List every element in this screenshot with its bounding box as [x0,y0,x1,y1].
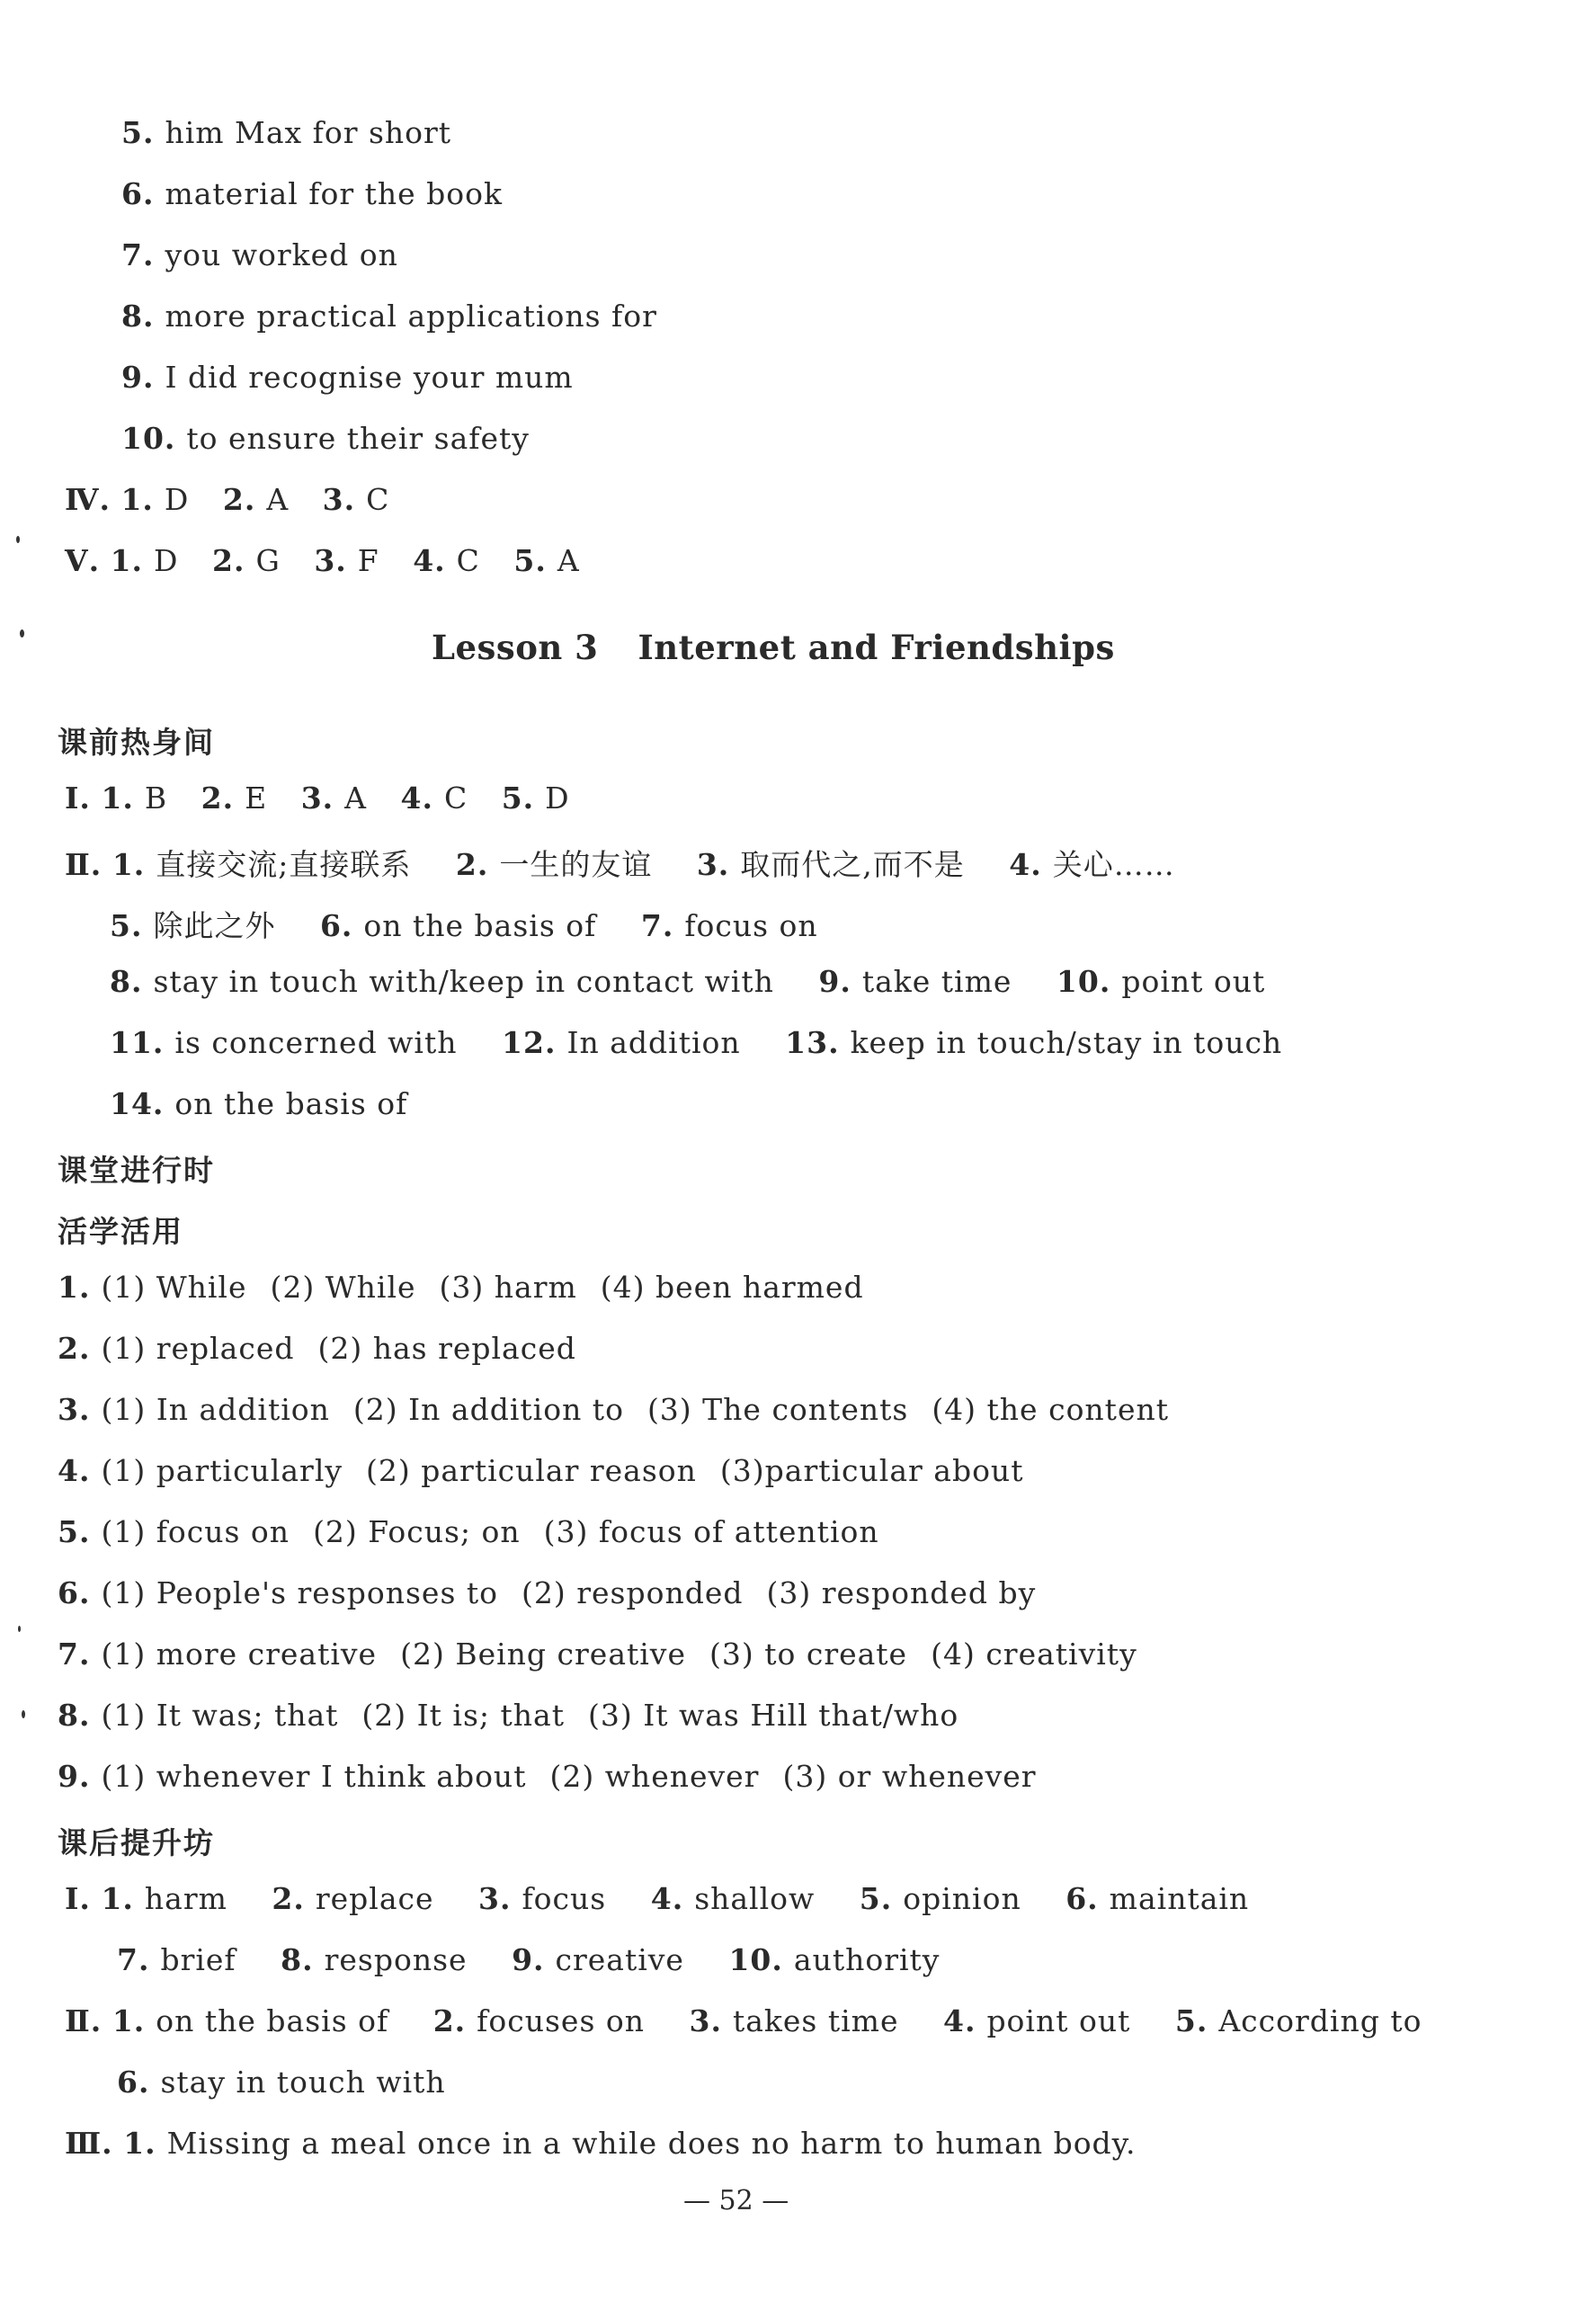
page-number: — 52 — [683,2185,789,2216]
warmup-ii-line: 8. stay in touch with/keep in contact with 9. take time 10. point out [110,964,1266,999]
active-item: 2. (1) replaced (2) has replaced [58,1331,576,1366]
active-item: 1. (1) While (2) While (3) harm (4) been harmed [58,1270,864,1305]
answer-line: 10. to ensure their safety [121,421,530,456]
answer-line: 5. him Max for short [121,115,452,150]
answer-line: 8. more practical applications for [121,299,657,334]
active-item: 8. (1) It was; that (2) It is; that (3) It was Hill that/who [58,1698,959,1733]
warmup-ii-line: Ⅱ. 1. 直接交流;直接联系 2. 一生的友谊 3. 取而代之,而不是 4. 关心…… [65,847,1175,882]
active-item: 3. (1) In addition (2) In addition to (3) The contents (4) the content [58,1392,1169,1427]
section-heading-active-learning: 活学活用 [58,1214,183,1249]
section-heading-after-class: 课后提升坊 [58,1825,215,1860]
after-i-line: Ⅰ. 1. harm 2. replace 3. focus 4. shallow 5. opinion 6. maintain [65,1881,1250,1916]
answer-line: 6. material for the book [121,176,503,211]
section-heading-warmup: 课前热身间 [58,725,215,760]
section-v-answers: Ⅴ. 1. D 2. G 3. F 4. C 5. A [65,543,580,578]
warmup-ii-line: 5. 除此之外 6. on the basis of 7. focus on [110,908,818,943]
after-iii-line: Ⅲ. 1. Missing a meal once in a while does no harm to human body. [65,2126,1137,2161]
scan-speck [16,536,20,543]
scan-speck [22,1710,25,1718]
section-heading-classroom: 课堂进行时 [58,1153,215,1188]
active-item: 4. (1) particularly (2) particular reason (3)particular about [58,1453,1024,1488]
after-ii-line: 6. stay in touch with [117,2065,446,2100]
warmup-ii-line: 11. is concerned with 12. In addition 13. keep in touch/stay in touch [110,1025,1283,1060]
after-ii-line: Ⅱ. 1. on the basis of 2. focuses on 3. takes time 4. point out 5. According to [65,2003,1422,2038]
scan-speck [18,1626,21,1632]
after-i-line: 7. brief 8. response 9. creative 10. authority [117,1942,941,1977]
active-item: 5. (1) focus on (2) Focus; on (3) focus of attention [58,1514,879,1549]
active-item: 7. (1) more creative (2) Being creative (3) to create (4) creativity [58,1637,1137,1672]
scan-speck [20,629,24,638]
warmup-i-answers: Ⅰ. 1. B 2. E 3. A 4. C 5. D [65,780,570,816]
warmup-ii-line: 14. on the basis of [110,1086,408,1121]
answer-line: 9. I did recognise your mum [121,360,574,395]
lesson-title: Lesson 3 Internet and Friendships [432,628,1115,667]
answer-line: 7. you worked on [121,237,398,272]
section-iv-answers: Ⅳ. 1. D 2. A 3. C [65,482,390,517]
active-item: 9. (1) whenever I think about (2) whenever (3) or whenever [58,1759,1037,1794]
active-item: 6. (1) People's responses to (2) responded (3) responded by [58,1575,1037,1610]
